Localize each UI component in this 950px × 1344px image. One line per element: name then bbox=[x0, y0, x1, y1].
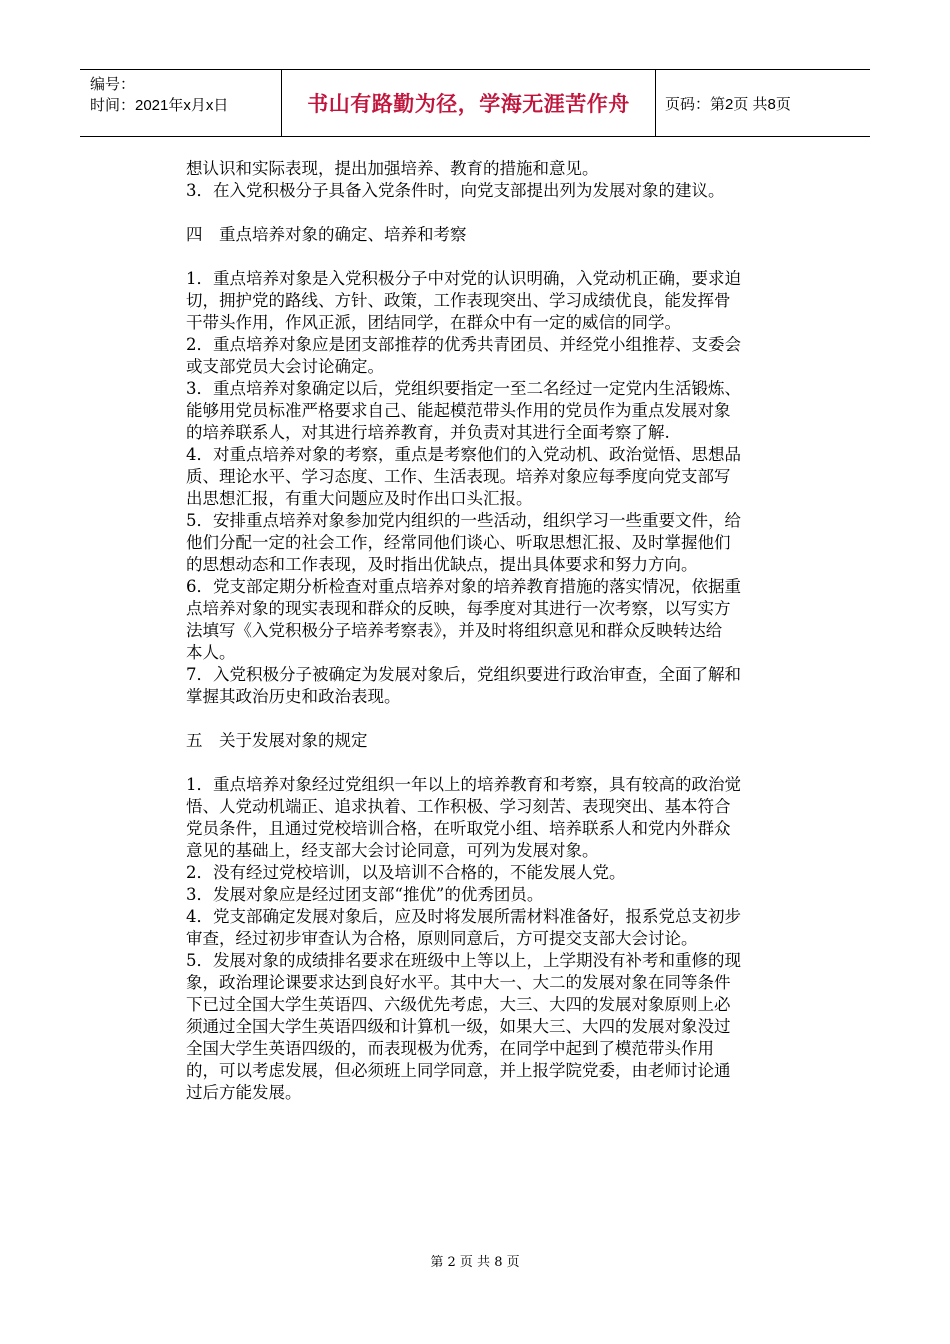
text-line: 过后方能发展。 bbox=[186, 1083, 302, 1102]
text-line: 5．安排重点培养对象参加党内组织的一些活动，组织学习一些重要文件，给 bbox=[186, 511, 741, 530]
text-line: 5．发展对象的成绩排名要求在班级中上等以上，上学期没有补考和重修的现 bbox=[186, 951, 741, 970]
text-line: 的培养联系人，对其进行培养教育，并负责对其进行全面考察了解. bbox=[186, 423, 670, 442]
text-line: 能够用党员标准严格要求自己、能起模范带头作用的党员作为重点发展对象 bbox=[186, 401, 731, 420]
document-body bbox=[186, 158, 836, 1104]
text-line: 出思想汇报，有重大问题应及时作出口头汇报。 bbox=[186, 489, 533, 508]
page-footer: 第 2 页 共 8 页 bbox=[430, 1255, 520, 1270]
text-line: 掌握其政治历史和政治表现。 bbox=[186, 687, 401, 706]
text-line: 党员条件，且通过党校培训合格，在听取党小组、培养联系人和党内外群众 bbox=[186, 819, 731, 838]
text-line: 1．重点培养对象是入党积极分子中对党的认识明确，入党动机正确，要求迫 bbox=[186, 269, 741, 288]
blank-line bbox=[186, 202, 836, 224]
text-line: 点培养对象的现实表现和群众的反映，每季度对其进行一次考察，以写实方 bbox=[186, 599, 731, 618]
text-line: 2．重点培养对象应是团支部推荐的优秀共青团员、并经党小组推荐、支委会 bbox=[186, 335, 741, 354]
text-line: 的思想动态和工作表现，及时指出优缺点，提出具体要求和努力方向。 bbox=[186, 555, 698, 574]
text-line: 意见的基础上，经支部大会讨论同意，可列为发展对象。 bbox=[186, 841, 599, 860]
text-line: 下已过全国大学生英语四、六级优先考虑，大三、大四的发展对象原则上必 bbox=[186, 995, 731, 1014]
header-meta bbox=[80, 70, 282, 136]
text-line: 6．党支部定期分析检查对重点培养对象的培养教育措施的落实情况，依据重 bbox=[186, 577, 741, 596]
text-line: 质、理论水平、学习态度、工作、生活表现。培养对象应每季度向党支部写 bbox=[186, 467, 731, 486]
text-line: 五 关于发展对象的规定 bbox=[186, 731, 368, 750]
blank-line bbox=[186, 708, 836, 730]
header-table bbox=[80, 69, 870, 137]
text-line: 3．重点培养对象确定以后，党组织要指定一至二名经过一定党内生活锻炼、 bbox=[186, 379, 741, 398]
number-label: 编号： bbox=[90, 76, 136, 93]
blank-line bbox=[186, 752, 836, 774]
text-line: 1．重点培养对象经过党组织一年以上的培养教育和考察，具有较高的政治觉 bbox=[186, 775, 741, 794]
header-page-cell bbox=[656, 70, 870, 136]
text-line: 象，政治理论课要求达到良好水平。其中大一、大二的发展对象在同等条件 bbox=[186, 973, 731, 992]
text-line: 3．发展对象应是经过团支部“推优”的优秀团员。 bbox=[186, 885, 544, 904]
text-line: 法填写《入党积极分子培养考察表》，并及时将组织意见和群众反映转达给 bbox=[186, 621, 723, 640]
text-line: 3．在入党积极分子具备入党条件时，向党支部提出列为发展对象的建议。 bbox=[186, 181, 725, 200]
text-line: 想认识和实际表现，提出加强培养、教育的措施和意见。 bbox=[186, 159, 599, 178]
text-line: 审查，经过初步审查认为合格，原则同意后，方可提交支部大会讨论。 bbox=[186, 929, 698, 948]
text-line: 4．对重点培养对象的考察，重点是考察他们的入党动机、政治觉悟、思想品 bbox=[186, 445, 741, 464]
text-line: 悟、人党动机端正、追求执着、工作积极、学习刻苦、表现突出、基本符合 bbox=[186, 797, 731, 816]
text-line: 2．没有经过党校培训，以及培训不合格的，不能发展人党。 bbox=[186, 863, 626, 882]
text-line: 或支部党员大会讨论确定。 bbox=[186, 357, 384, 376]
text-line: 干带头作用，作风正派，团结同学，在群众中有一定的威信的同学。 bbox=[186, 313, 681, 332]
time-label: 时间：2021年x月x日 bbox=[90, 97, 229, 114]
text-line: 四 重点培养对象的确定、培养和考察 bbox=[186, 225, 467, 244]
header-motto-cell bbox=[282, 70, 656, 136]
text-line: 他们分配一定的社会工作，经常同他们谈心、听取思想汇报、及时掌握他们 bbox=[186, 533, 731, 552]
blank-line bbox=[186, 246, 836, 268]
text-line: 本人。 bbox=[186, 643, 236, 662]
motto-text: 书山有路勤为径，学海无涯苦作舟 bbox=[307, 92, 630, 116]
text-line: 4．党支部确定发展对象后，应及时将发展所需材料准备好，报系党总支初步 bbox=[186, 907, 741, 926]
page-label: 页码：第2页 共8页 bbox=[665, 95, 791, 113]
text-line: 全国大学生英语四级的，而表现极为优秀，在同学中起到了模范带头作用 bbox=[186, 1039, 714, 1058]
text-line: 须通过全国大学生英语四级和计算机一级，如果大三、大四的发展对象没过 bbox=[186, 1017, 731, 1036]
text-line: 切，拥护党的路线、方针、政策，工作表现突出、学习成绩优良，能发挥骨 bbox=[186, 291, 731, 310]
text-line: 7．入党积极分子被确定为发展对象后，党组织要进行政治审查，全面了解和 bbox=[186, 665, 741, 684]
text-line: 的，可以考虑发展，但必须班上同学同意，并上报学院党委，由老师讨论通 bbox=[186, 1061, 731, 1080]
